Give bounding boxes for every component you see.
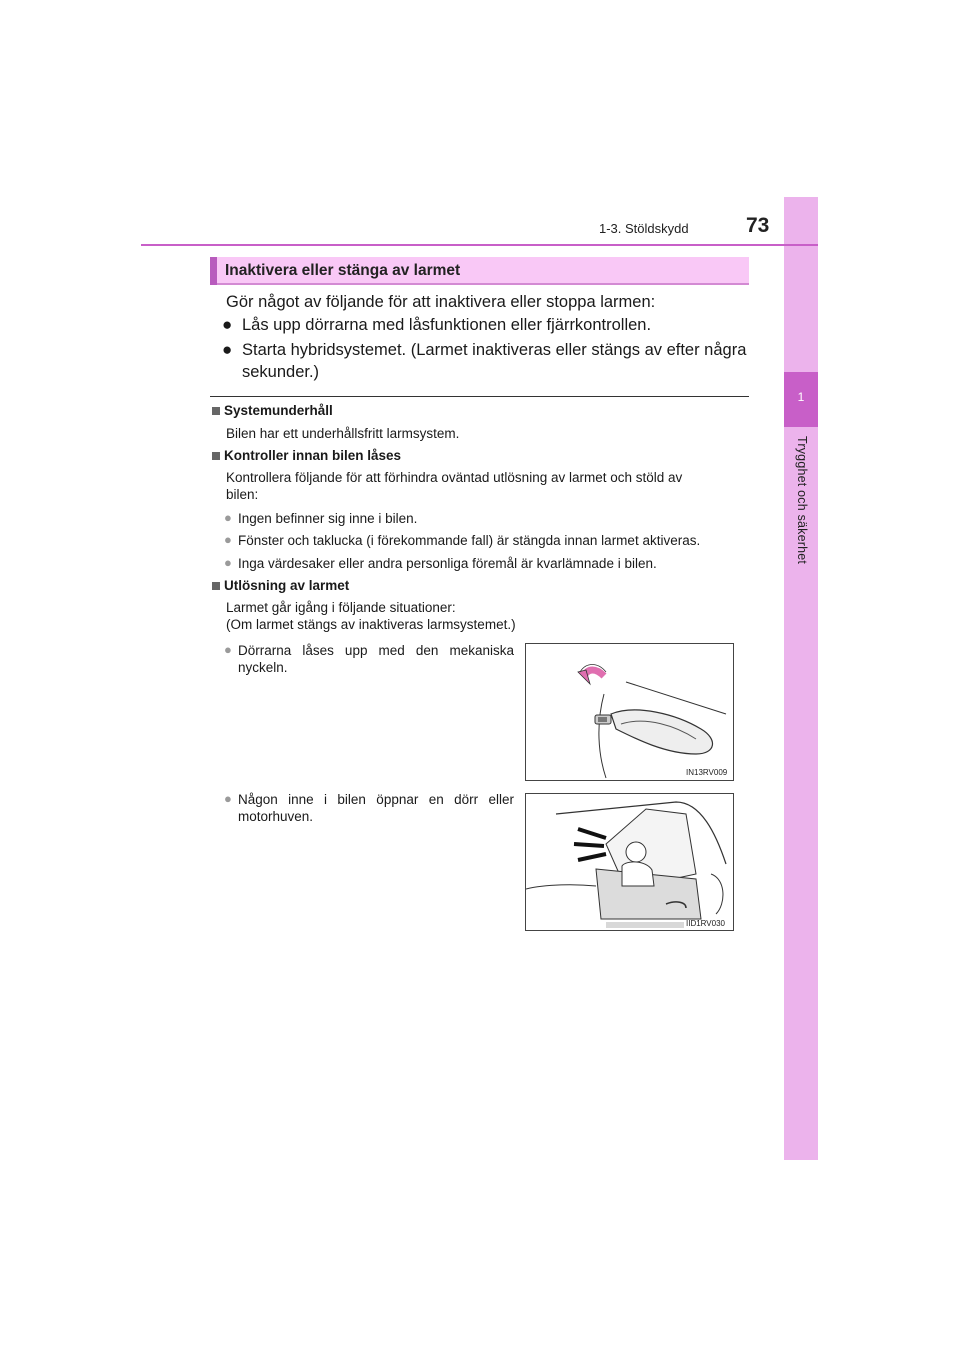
list-item: Ingen befinner sig inne i bilen.: [238, 511, 418, 526]
intro-text: Gör något av följande för att inaktivera eller stoppa larmen:: [226, 293, 656, 311]
heading-accent-bar: [210, 257, 217, 285]
list-item-continuation: motorhuven.: [238, 809, 314, 824]
note-text: Bilen har ett underhållsfritt larmsystem.: [226, 426, 460, 441]
bullet-icon: ●: [222, 340, 233, 359]
chapter-title: Trygghet och säkerhet: [795, 436, 809, 565]
note-heading: Kontroller innan bilen låses: [224, 448, 402, 463]
page-number: 73: [746, 214, 770, 237]
header-rule: [141, 244, 818, 246]
section-heading: Inaktivera eller stänga av larmet: [225, 262, 461, 279]
door-handle-drawing: [526, 644, 733, 780]
note-text: bilen:: [226, 487, 259, 502]
note-text: Larmet går igång i följande situationer:: [226, 600, 456, 615]
note-text: Kontrollera följande för att förhindra oväntad utlösning av larmet och stöld av: [226, 470, 683, 485]
figure-code: IN13RV009: [686, 768, 728, 777]
list-item: Fönster och taklucka (i förekommande fall) är stängda innan larmet aktiveras.: [238, 533, 701, 548]
dot-icon: ●: [224, 791, 232, 806]
list-item: Någon inne i bilen öppnar en dörr eller: [238, 792, 514, 807]
bullet-item-continuation: sekunder.): [242, 363, 320, 381]
note-heading: Systemunderhåll: [224, 403, 333, 418]
dot-icon: ●: [224, 642, 232, 657]
chapter-number: 1: [797, 390, 805, 404]
side-tab: [784, 197, 818, 1160]
list-item: Dörrarna låses upp med den mekaniska: [238, 643, 514, 658]
note-text: (Om larmet stängs av inaktiveras larmsystemet.): [226, 617, 516, 632]
bullet-item: Starta hybridsystemet. (Larmet inaktiveras eller stängs av efter några: [242, 341, 747, 359]
door-handle-key-illustration: [525, 643, 734, 781]
person-opening-door-illustration: [525, 793, 734, 931]
square-marker-icon: [212, 407, 220, 415]
dot-icon: ●: [224, 555, 232, 570]
car-door-drawing: [526, 794, 733, 930]
bullet-item: Lås upp dörrarna med låsfunktionen eller fjärrkontrollen.: [242, 316, 652, 334]
divider: [210, 396, 749, 397]
section-label: 1-3. Stöldskydd: [599, 221, 689, 236]
dot-icon: ●: [224, 532, 232, 547]
note-heading: Utlösning av larmet: [224, 578, 350, 593]
dot-icon: ●: [224, 510, 232, 525]
square-marker-icon: [212, 582, 220, 590]
square-marker-icon: [212, 452, 220, 460]
list-item: Inga värdesaker eller andra personliga föremål är kvarlämnade i bilen.: [238, 556, 657, 571]
list-item-continuation: nyckeln.: [238, 660, 288, 675]
bullet-icon: ●: [222, 315, 233, 334]
figure-code: IID1RV030: [686, 919, 725, 928]
